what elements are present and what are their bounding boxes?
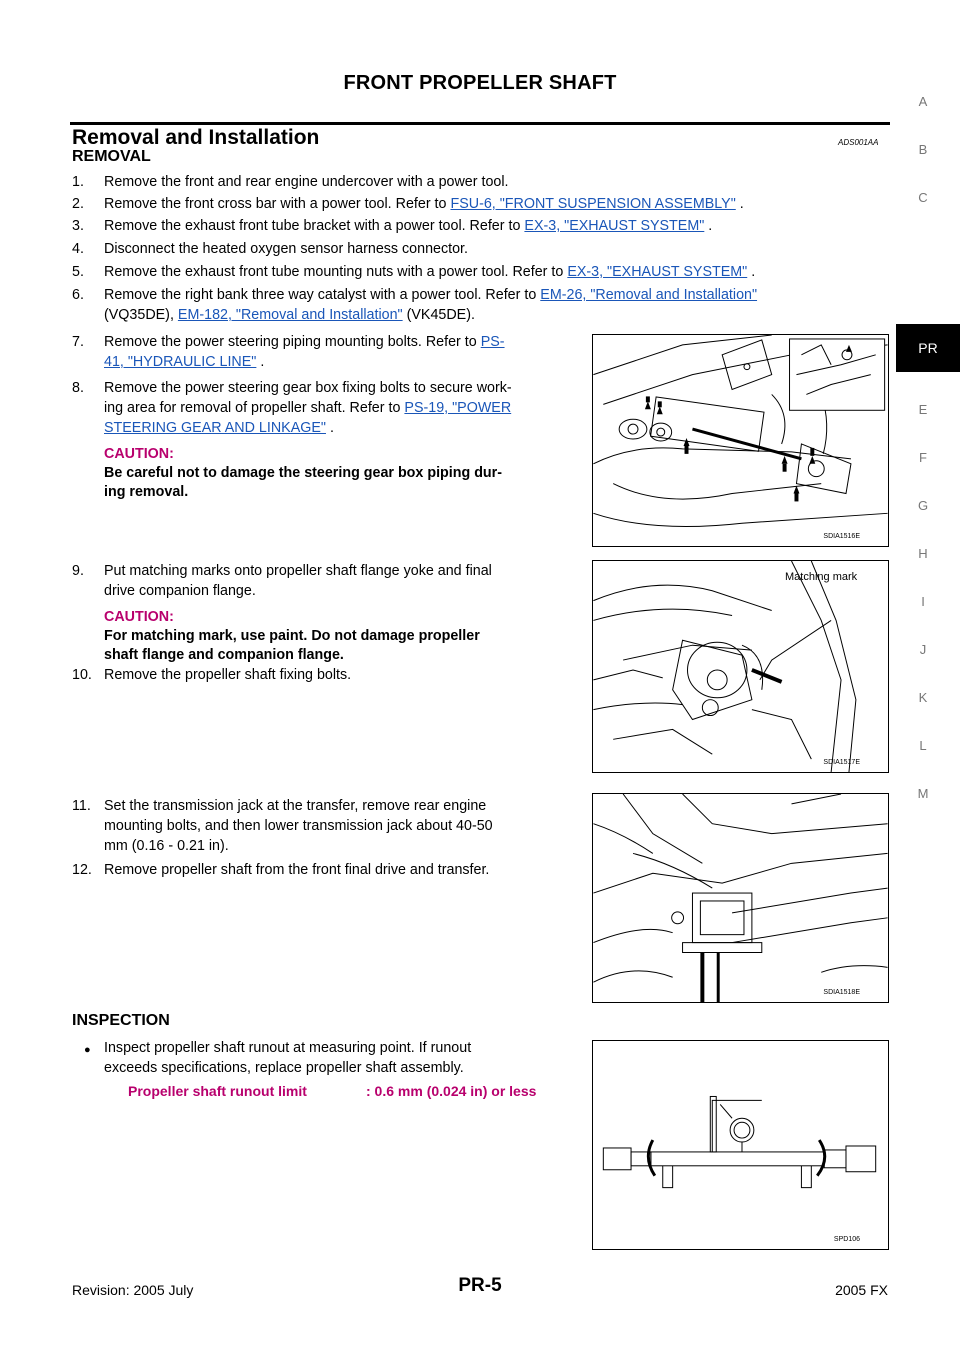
step-12-text: Remove propeller shaft from the front final drive and transfer. [104,862,490,878]
footer-model: 2005 FX [835,1282,888,1298]
tab-a[interactable]: A [918,94,928,109]
matching-mark-callout: Matching mark [785,571,858,583]
step-9-caution-line-1: For matching mark, use paint. Do not damage propeller [104,628,480,644]
step-2-number: 2. [72,196,84,212]
section-title: Removal and Installation [72,126,320,149]
step-9-line-2: drive companion flange. [104,583,256,599]
page-title: FRONT PROPELLER SHAFT [343,72,617,94]
step-8-link-b[interactable]: STEERING GEAR AND LINKAGE" [104,420,326,436]
step-7-number: 7. [72,334,84,350]
step-8-link-a[interactable]: PS-19, "POWER [404,400,512,416]
title-rule [70,122,890,125]
tab-e[interactable]: E [918,402,928,417]
figure-matching-mark [592,560,889,773]
runout-spec-value: : 0.6 mm (0.024 in) or less [366,1083,537,1099]
figure-code: SDIA1518E [823,989,860,996]
jack-illustration [593,794,888,1002]
removal-heading: REMOVAL [72,148,151,165]
inspection-line-1: Inspect propeller shaft runout at measuring point. If runout [104,1040,472,1056]
step-9-number: 9. [72,563,84,579]
inspection-line-2: exceeds specifications, replace propeller shaft assembly. [104,1060,464,1076]
step-4-number: 4. [72,241,84,257]
footer-page-number: PR-5 [458,1275,502,1296]
step-8-text: ing area for removal of propeller shaft. Refer to [104,400,401,416]
tab-f[interactable]: F [919,450,927,465]
step-1-text: Remove the front and rear engine undercover with a power tool. [104,174,509,190]
flange-illustration [593,561,888,772]
tab-g[interactable]: G [917,498,929,513]
step-10-text: Remove the propeller shaft fixing bolts. [104,667,352,683]
step-2-link[interactable]: FSU-6, "FRONT SUSPENSION ASSEMBLY" [450,196,736,212]
step-8-caution-line-1: Be careful not to damage the steering gear box piping dur- [104,465,502,481]
figure-code: SDIA1516E [823,533,860,540]
footer-revision: Revision: 2005 July [72,1282,194,1298]
step-11-line-3: mm (0.16 - 0.21 in). [104,838,229,854]
section-code: ADS001AA [838,138,879,147]
step-7-line-2 [104,352,264,372]
step-2-after: . [735,196,744,212]
tab-b[interactable]: B [918,142,928,157]
step-7-link-b[interactable]: 41, "HYDRAULIC LINE" [104,354,257,370]
step-10-number: 10. [72,667,92,683]
step-7-link-a[interactable]: PS- [480,334,505,350]
tab-c[interactable]: C [918,190,928,205]
tab-j[interactable]: J [919,642,927,657]
step-7-line-1 [104,332,505,352]
step-8-caution-heading: CAUTION: [104,446,174,462]
step-12-number: 12. [72,862,92,878]
tab-pr[interactable]: PR [896,324,960,372]
tab-h[interactable]: H [918,546,928,561]
tab-l[interactable]: L [919,738,927,753]
step-3-text: Remove the exhaust front tube bracket with a power tool. Refer to [104,218,521,234]
step-8-caution-line-2: ing removal. [104,484,189,500]
step-11-line-2: mounting bolts, and then lower transmission jack about 40-50 [104,818,493,834]
step-3-after: . [704,218,713,234]
step-2-text: Remove the front cross bar with a power tool. Refer to [104,196,447,212]
step-9-line-1: Put matching marks onto propeller shaft flange yoke and final [104,563,492,579]
step-5-text: Remove the exhaust front tube mounting nuts with a power tool. Refer to [104,264,564,280]
step-8-after: . [325,420,334,436]
tab-k[interactable]: K [918,690,928,705]
figure-code: SDIA1517E [823,759,860,766]
step-8-number: 8. [72,380,84,396]
step-5-number: 5. [72,264,84,280]
step-11-number: 11. [72,798,91,814]
step-9-caution-heading: CAUTION: [104,609,174,625]
step-8-line-1: Remove the power steering gear box fixing bolts to secure work- [104,380,512,396]
step-6-number: 6. [72,287,84,303]
step-5-line [104,262,755,282]
step-6-engine-1: (VQ35DE), [104,307,174,323]
step-5-link[interactable]: EX-3, "EXHAUST SYSTEM" [567,264,748,280]
step-11-line-1: Set the transmission jack at the transfer, remove rear engine [104,798,487,814]
step-7-after: . [256,354,265,370]
tab-i[interactable]: I [921,594,925,609]
step-3-line [104,216,712,236]
figure-transmission-jack [592,793,889,1003]
step-6-line-2 [104,305,475,325]
step-2-line [104,194,744,214]
step-8-line-3 [104,418,334,438]
step-4-text: Disconnect the heated oxygen sensor harness connector. [104,241,469,257]
step-5-after: . [747,264,756,280]
step-8-line-2 [104,398,511,418]
inspection-bullet: ● [84,1044,91,1056]
step-6-engine-2: (VK45DE). [406,307,475,323]
step-6-link-2[interactable]: EM-182, "Removal and Installation" [177,307,403,323]
tab-m[interactable]: M [917,786,929,801]
figure-runout-measurement [592,1040,889,1250]
step-6-line-1 [104,285,757,305]
step-9-caution-line-2: shaft flange and companion flange. [104,647,344,663]
figure-steering-gear-bolts [592,334,889,547]
step-6-link-1[interactable]: EM-26, "Removal and Installation" [540,287,758,303]
figure-code: SPD106 [833,1236,860,1243]
step-7-text: Remove the power steering piping mounting bolts. Refer to [104,334,477,350]
step-1-number: 1. [72,174,84,190]
step-6-text: Remove the right bank three way catalyst with a power tool. Refer to [104,287,537,303]
step-3-number: 3. [72,218,84,234]
dial-gauge-illustration [593,1041,888,1249]
steering-gear-illustration [593,335,888,546]
runout-spec-label: Propeller shaft runout limit [128,1083,307,1099]
inspection-heading: INSPECTION [72,1012,170,1029]
step-3-link[interactable]: EX-3, "EXHAUST SYSTEM" [524,218,705,234]
